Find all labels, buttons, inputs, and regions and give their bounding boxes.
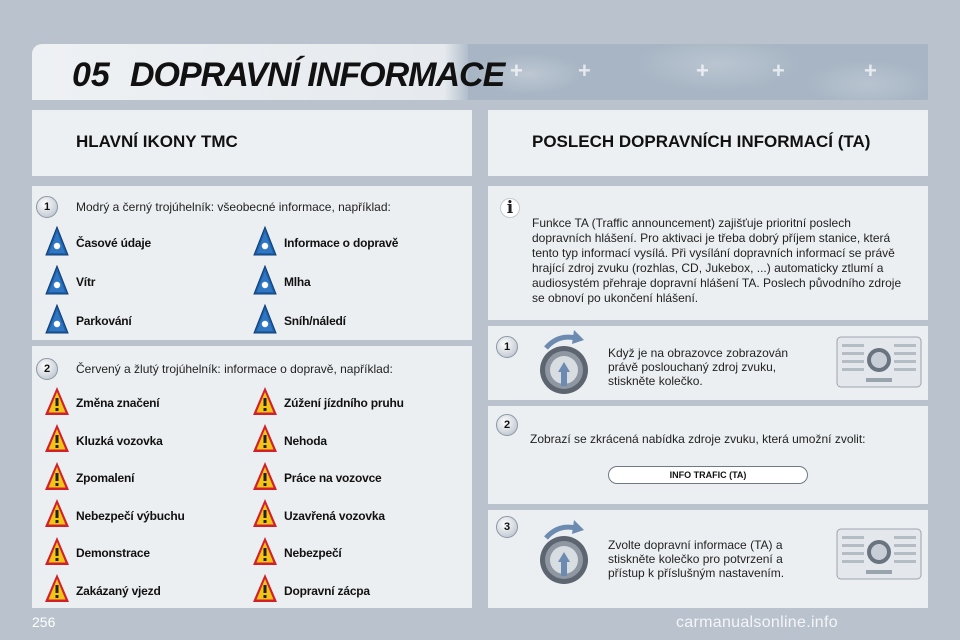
header-map-decoration: [468, 44, 928, 100]
tmc-icon-label: Časové údaje: [76, 236, 151, 250]
fog-blue-triangle-icon: [252, 265, 278, 300]
tmc-icon-item: [252, 538, 342, 568]
tmc-icon-item: [44, 576, 161, 606]
tmc-icon-label: Vítr: [76, 275, 96, 289]
snow-blue-triangle-icon: [252, 304, 278, 339]
traffic-jam-red-triangle-icon: [252, 573, 278, 608]
tmc-icon-item: [44, 463, 134, 493]
tmc-icon-label: Nebezpečí výbuchu: [76, 508, 185, 523]
tmc-icon-label: Změna značení: [76, 396, 160, 410]
step-2-text: Zobrazí se zkrácená nabídka zdroje zvuku, která umožní zvolit:: [530, 432, 866, 446]
cross-decoration-icon: +: [864, 58, 877, 83]
radio-unit-icon: [836, 336, 922, 388]
tmc-icon-item: [44, 426, 163, 456]
slippery-road-red-triangle-icon: [44, 423, 70, 458]
page-number: 256: [32, 614, 56, 630]
tmc-icon-label: Zúžení jízdního pruhu: [284, 396, 404, 410]
parking-blue-triangle-icon: [44, 304, 70, 339]
tmc-icon-label: Parkování: [76, 314, 132, 328]
red-icons-intro: Červený a žlutý trojúhelník: informace o dopravě, například:: [76, 362, 393, 376]
tmc-icon-item: [252, 306, 346, 336]
tmc-icon-label: Demonstrace: [76, 546, 150, 560]
tmc-icon-item: [252, 576, 370, 606]
info-blue-triangle-icon: [252, 226, 278, 261]
ta-info-text: Funkce TA (Traffic announcement) zajišťuje prioritní poslech dopravních hlášení. Pro aktivaci je třeba dobrý příjem stanice, která tento typ informací vysílá. Při vysílání dopravních informací se právě hrající zdroj zvuku (rozhlas, CD, Jukebox, ...) automaticky ztlumí a audiosystém přehraje dopravní hlášení TA. Poslech původního zdroje se obnoví po ukončení hlášení.: [532, 216, 902, 305]
tmc-icon-item: [252, 426, 327, 456]
wind-blue-triangle-icon: [44, 265, 70, 300]
tmc-icon-label: Sníh/náledí: [284, 314, 346, 328]
rotary-knob-press-icon: [536, 518, 592, 588]
tmc-icon-label: Nehoda: [284, 433, 327, 448]
left-section-title: HLAVNÍ IKONY TMC: [76, 132, 238, 151]
cross-decoration-icon: +: [578, 58, 591, 83]
tmc-icon-label: Mlha: [284, 275, 311, 289]
info-trafic-ta-menu-item[interactable]: INFO TRAFIC (TA): [608, 466, 808, 484]
chapter-title: DOPRAVNÍ INFORMACE: [130, 56, 505, 94]
tmc-icon-label: Práce na vozovce: [284, 471, 382, 485]
tmc-icon-item: [44, 538, 150, 568]
tmc-icon-label: Zakázaný vjezd: [76, 583, 161, 598]
demonstration-red-triangle-icon: [44, 536, 70, 571]
right-section-title: POSLECH DOPRAVNÍCH INFORMACÍ (TA): [532, 132, 871, 151]
tmc-icon-item: [44, 306, 132, 336]
step-badge: 1: [496, 336, 518, 358]
tmc-icon-item: [44, 388, 159, 418]
road-closed-red-triangle-icon: [252, 498, 278, 533]
cross-decoration-icon: +: [696, 58, 709, 83]
tmc-icon-label: Informace o dopravě: [284, 236, 399, 250]
step-badge: 1: [36, 196, 58, 218]
clock-blue-triangle-icon: [44, 226, 70, 261]
sign-change-red-triangle-icon: [44, 386, 70, 421]
accident-red-triangle-icon: [252, 423, 278, 458]
step-3-text: Zvolte dopravní informace (TA) a stiskněte kolečko pro potvrzení a přístup k příslušným nastavením.: [608, 538, 785, 580]
info-icon: i: [500, 198, 520, 218]
step-2-panel: [488, 406, 928, 504]
tmc-icon-item: [252, 463, 382, 493]
lane-narrowing-red-triangle-icon: [252, 386, 278, 421]
tmc-icon-label: Kluzká vozovka: [76, 433, 163, 448]
step-badge: 3: [496, 516, 518, 538]
tmc-icon-label: Uzavřená vozovka: [284, 508, 385, 523]
tmc-icon-item: [252, 501, 385, 531]
tmc-icon-label: Dopravní zácpa: [284, 583, 370, 598]
cross-decoration-icon: +: [510, 58, 523, 83]
tmc-icon-label: Nebezpečí: [284, 546, 342, 560]
radio-unit-icon: [836, 528, 922, 580]
step-badge: 2: [36, 358, 58, 380]
danger-red-triangle-icon: [252, 536, 278, 571]
blue-icons-intro: Modrý a černý trojúhelník: všeobecné informace, například:: [76, 200, 391, 214]
roadworks-red-triangle-icon: [252, 461, 278, 496]
tmc-icon-item: [252, 228, 398, 258]
tmc-icon-item: [44, 267, 95, 297]
cross-decoration-icon: +: [772, 58, 785, 83]
slowdown-red-triangle-icon: [44, 461, 70, 496]
tmc-icon-item: [44, 501, 185, 531]
step-1-text: Když je na obrazovce zobrazován právě poslouchaný zdroj zvuku, stiskněte kolečko.: [608, 346, 789, 388]
chapter-number: 05: [72, 56, 110, 94]
rotary-knob-press-icon: [536, 328, 592, 398]
step-badge: 2: [496, 414, 518, 436]
no-entry-red-triangle-icon: [44, 573, 70, 608]
tmc-icon-item: [252, 267, 311, 297]
tmc-icon-label: Zpomalení: [76, 471, 135, 485]
explosion-red-triangle-icon: [44, 498, 70, 533]
watermark: carmanualsonline.info: [676, 614, 838, 631]
tmc-icon-item: [44, 228, 151, 258]
tmc-icon-item: [252, 388, 404, 418]
